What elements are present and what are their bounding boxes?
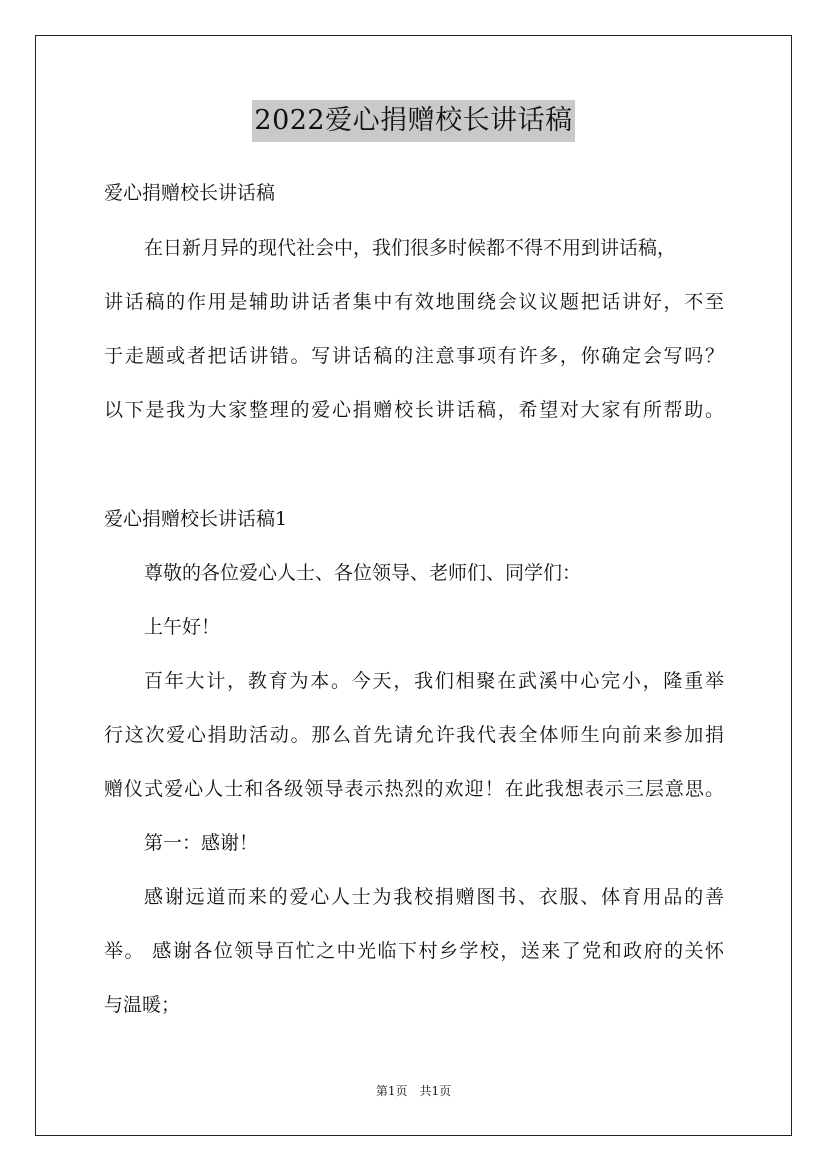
salutation-line: 尊敬的各位爱心人士、各位领导、老师们、同学们： (144, 562, 582, 584)
body-line-3: 赠仪式爱心人士和各级领导表示热烈的欢迎！在此我想表示三层意思。 (104, 778, 724, 800)
intro-line-3: 于走题或者把话讲错。写讲话稿的注意事项有许多，你确定会写吗？ (104, 345, 724, 367)
body-line-2: 行这次爱心捐助活动。那么首先请允许我代表全体师生向前来参加捐 (104, 724, 724, 746)
intro-line-2: 讲话稿的作用是辅助讲话者集中有效地围绕会议议题把话讲好，不至 (104, 291, 724, 313)
title-container (0, 100, 827, 142)
body-line-5: 举。 感谢各位领导百忙之中光临下村乡学校，送来了党和政府的关怀 (104, 940, 724, 962)
body-line-6: 与温暖； (104, 994, 181, 1016)
greeting-line: 上午好！ (144, 616, 221, 638)
document-title: 2022爱心捐赠校长讲话稿 (252, 100, 574, 142)
body-line-4: 感谢远道而来的爱心人士为我校捐赠图书、衣服、体育用品的善 (144, 886, 724, 908)
body-line-1: 百年大计，教育为本。今天，我们相聚在武溪中心完小，隆重举 (144, 670, 724, 692)
section-heading: 爱心捐赠校长讲话稿 (104, 182, 276, 204)
page-footer: 第1页 共1页 (375, 1084, 452, 1098)
point-heading: 第一：感谢！ (144, 832, 259, 854)
intro-line-4: 以下是我为大家整理的爱心捐赠校长讲话稿，希望对大家有所帮助。 (104, 399, 724, 421)
section-heading-1: 爱心捐赠校长讲话稿1 (104, 508, 288, 530)
intro-line-1: 在日新月异的现代社会中，我们很多时候都不得不用到讲话稿， (144, 237, 677, 259)
